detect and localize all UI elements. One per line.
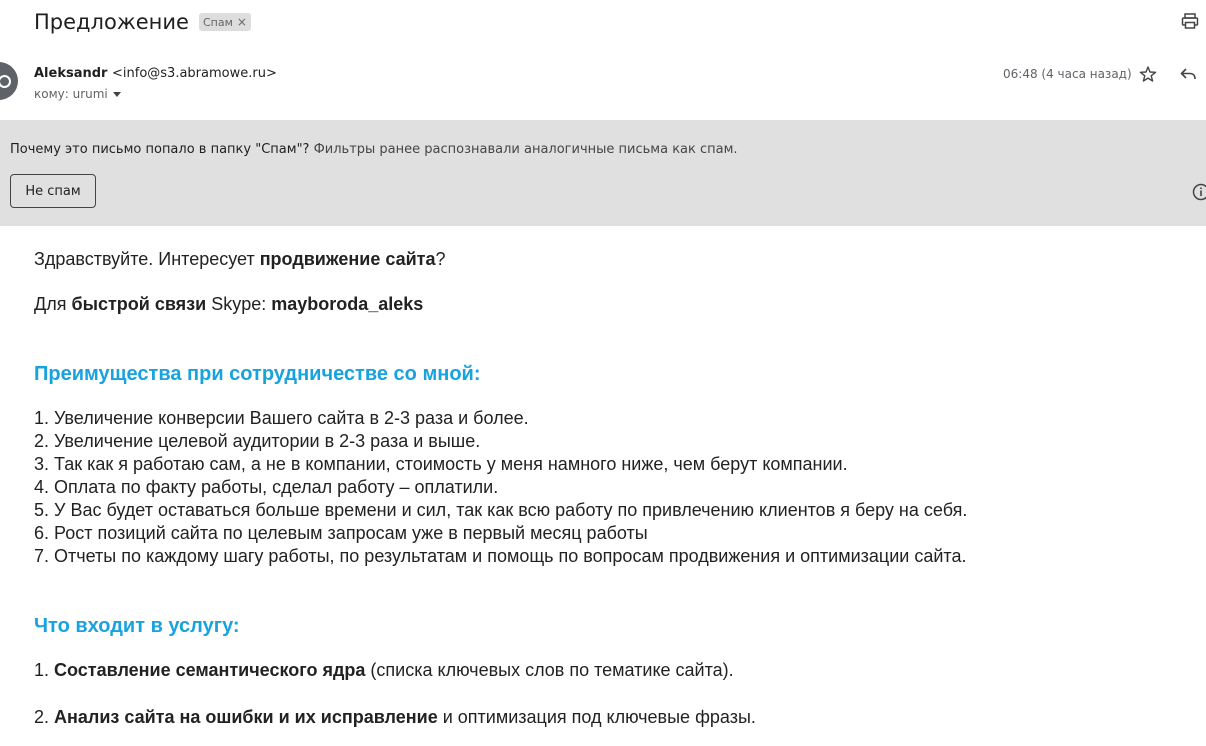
sender-avatar[interactable]: [0, 62, 18, 100]
list-item: 2. Увеличение целевой аудитории в 2-3 раза и выше.: [34, 431, 481, 451]
star-icon[interactable]: [1139, 65, 1157, 83]
reply-icon[interactable]: [1179, 65, 1197, 83]
list-item: 5. У Вас будет оставаться больше времени и сил, так как всю работу по привлечению клиентов я беру на себя.: [34, 500, 968, 520]
sender-email: <info@s3.abramowe.ru>: [112, 66, 277, 81]
list-item: 4. Оплата по факту работы, сделал работу – оплатили.: [34, 477, 499, 497]
list-item: 3. Так как я работаю сам, а не в компании, стоимость у меня намного ниже, чем берут компании.: [34, 454, 848, 474]
contact-skype-label: Skype:: [206, 294, 272, 314]
service-title: Анализ сайта на ошибки и их исправление: [54, 707, 438, 727]
service-desc: (списка ключевых слов по тематике сайта).: [365, 660, 734, 680]
list-item: 6. Рост позиций сайта по целевым запросам уже в первый месяц работы: [34, 523, 648, 543]
print-icon[interactable]: [1181, 12, 1199, 30]
list-item: 7. Отчеты по каждому шагу работы, по результатам и помощь по вопросам продвижения и оптимизации сайта.: [34, 546, 967, 566]
advantages-heading: Преимущества при сотрудничестве со мной:: [34, 363, 481, 385]
spam-reason: [10, 142, 738, 157]
recipient-text: кому: urumi: [34, 87, 108, 101]
advantages-list: [34, 407, 967, 568]
spam-warning-banner: [0, 120, 1206, 226]
email-header: [34, 9, 251, 35]
service-item-1: [34, 660, 734, 681]
service-item-2: [34, 707, 756, 728]
contact-text: Для: [34, 294, 72, 314]
remove-label-icon[interactable]: ×: [236, 15, 247, 29]
info-icon[interactable]: [1192, 183, 1206, 201]
greeting-end: ?: [435, 249, 446, 269]
service-number: 2.: [34, 707, 55, 727]
recipient-line[interactable]: [34, 87, 121, 101]
chevron-down-icon[interactable]: [113, 92, 121, 97]
greeting-bold: продвижение сайта: [259, 249, 436, 269]
sender-line[interactable]: [34, 66, 277, 81]
greeting: [34, 249, 446, 270]
service-number: 1.: [34, 660, 55, 680]
contact-line: [34, 294, 423, 315]
service-desc: и оптимизация под ключевые фразы.: [437, 707, 756, 727]
label-text: Спам: [202, 15, 233, 29]
spam-label-chip[interactable]: [199, 13, 251, 31]
list-item: 1. Увеличение конверсии Вашего сайта в 2-3 раза и более.: [34, 408, 529, 428]
email-subject: Предложение: [34, 10, 189, 34]
skype-handle: mayboroda_aleks: [271, 294, 424, 314]
message-time: 06:48 (4 часа назад): [1003, 67, 1132, 81]
spam-explanation: Фильтры ранее распознавали аналогичные письма как спам.: [313, 142, 738, 157]
service-heading: Что входит в услугу:: [34, 615, 240, 637]
spam-question: Почему это письмо попало в папку "Спам"?: [10, 142, 310, 157]
greeting-text: Здравствуйте. Интересует: [34, 249, 260, 269]
service-title: Составление семантического ядра: [54, 660, 366, 680]
contact-bold: быстрой связи: [71, 294, 207, 314]
not-spam-button[interactable]: Не спам: [10, 174, 96, 208]
sender-name: Aleksandr: [34, 66, 108, 81]
